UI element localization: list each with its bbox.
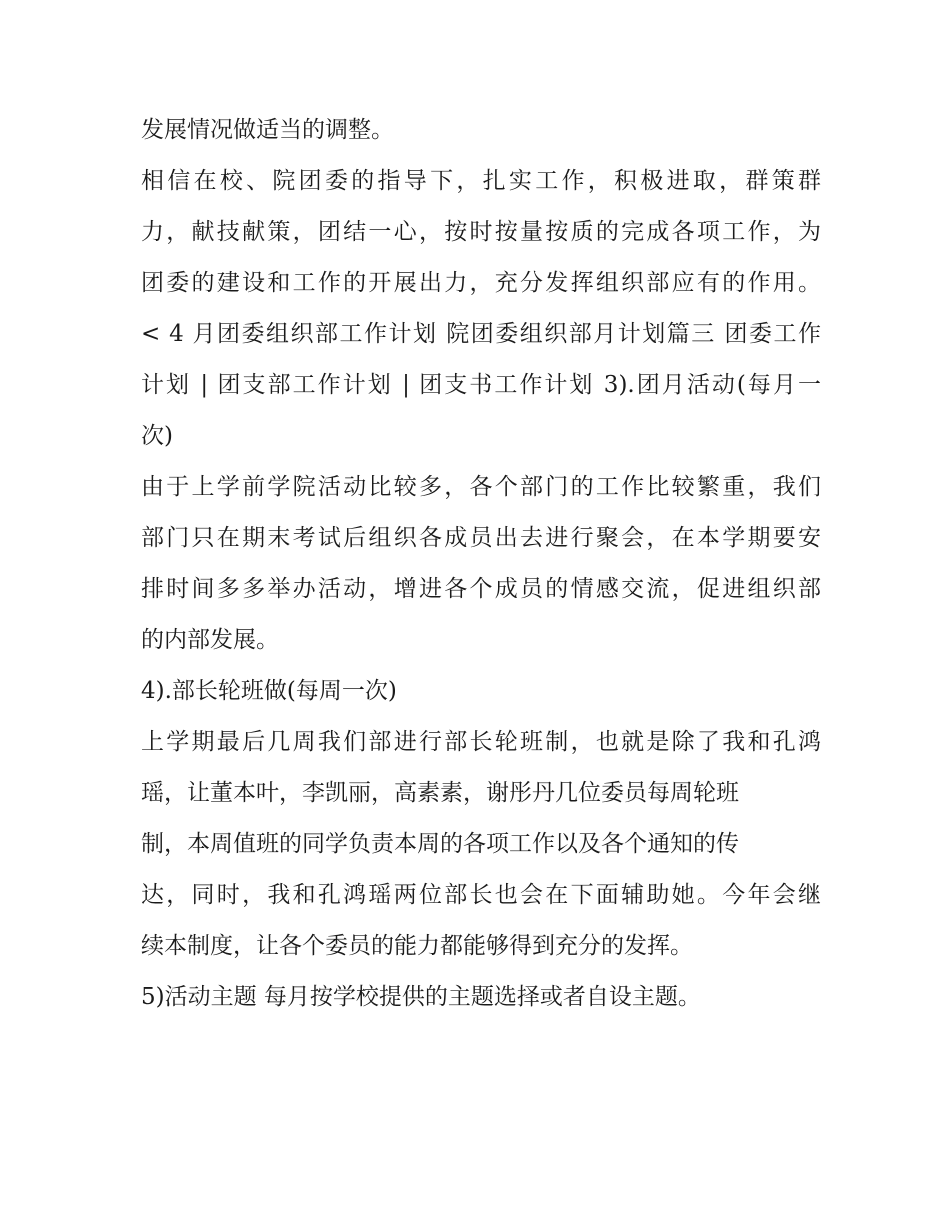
text-line: 发展情况做适当的调整。 [141, 117, 394, 143]
section-heading: 5)活动主题 每月按学校提供的主题选择或者自设主题。 [141, 984, 701, 1010]
text-line: 团委的建设和工作的开展出力，充分发挥组织部应有的作用。 [141, 270, 821, 296]
text-line: 由于上学前学院活动比较多，各个部门的工作比较繁重，我们 [141, 474, 821, 500]
text-line: 排时间多多举办活动，增进各个成员的情感交流，促进组织部 [141, 576, 821, 602]
text-line: 次) [141, 423, 173, 449]
document-body [141, 105, 821, 1023]
text-line: 的内部发展。 [141, 627, 279, 653]
section-heading: 4).部长轮班做(每周一次) [141, 678, 397, 704]
text-line: < 4 月团委组织部工作计划 院团委组织部月计划篇三 团委工作 [141, 321, 821, 347]
text-line: 力，献技献策，团结一心，按时按量按质的完成各项工作，为 [141, 219, 821, 245]
text-line: 续本制度，让各个委员的能力都能够得到充分的发挥。 [141, 933, 693, 959]
text-line: 达，同时，我和孔鸿瑶两位部长也会在下面辅助她。今年会继 [141, 882, 821, 908]
text-line: 部门只在期末考试后组织各成员出去进行聚会，在本学期要安 [141, 525, 821, 551]
text-line: 制，本周值班的同学负责本周的各项工作以及各个通知的传 [141, 831, 739, 857]
text-line: 计划 | 团支部工作计划 | 团支书工作计划 3).团月活动(每月一 [141, 372, 821, 398]
text-line: 相信在校、院团委的指导下，扎实工作，积极进取，群策群 [141, 168, 821, 194]
text-line: 上学期最后几周我们部进行部长轮班制，也就是除了我和孔鸿 [141, 729, 821, 755]
text-line: 瑶，让董本叶，李凯丽，高素素，谢彤丹几位委员每周轮班 [141, 780, 739, 806]
